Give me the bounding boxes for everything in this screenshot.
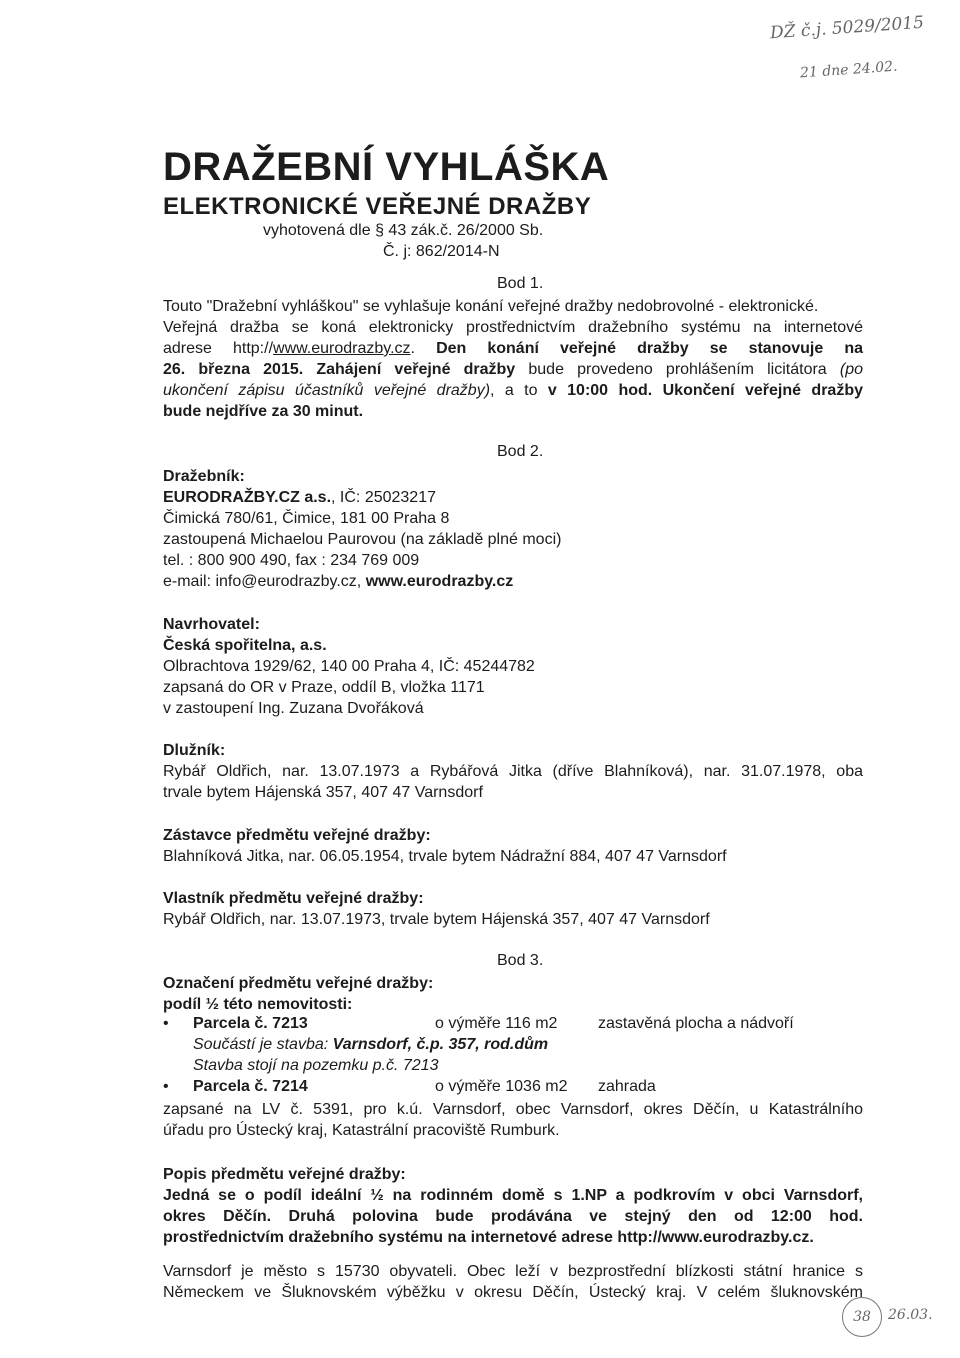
debtor-line: trvale bytem Hájenská 357, 407 47 Varnsdorf bbox=[163, 784, 483, 801]
auctioneer-ic: , IČ: 25023217 bbox=[331, 489, 436, 506]
proposer-registration: zapsaná do OR v Praze, oddíl B, vložka 1171 bbox=[163, 679, 485, 696]
handwritten-reference: DŽ č.j. 5029/2015 bbox=[769, 12, 925, 44]
registry-line: zapsané na LV č. 5391, pro k.ú. Varnsdorf, obec Varnsdorf, okres Děčín, u Katastrálního bbox=[163, 1101, 863, 1118]
parcel-note: Stavba stojí na pozemku p.č. 7213 bbox=[193, 1057, 439, 1074]
section-heading-bod1: Bod 1. bbox=[497, 275, 544, 292]
description-line: Jedná se o podíl ideální ½ na rodinném domě s 1.NP a podkrovím v obci Varnsdorf, bbox=[163, 1187, 863, 1204]
legal-basis: vyhotovená dle § 43 zák.č. 26/2000 Sb. bbox=[263, 222, 544, 239]
bod1-line: Touto "Dražební vyhláškou" se vyhlašuje konání veřejné dražby nedobrovolné - elektronické. bbox=[163, 298, 819, 315]
bod1-text: (po bbox=[839, 361, 864, 378]
description-label: Popis předmětu veřejné dražby: bbox=[163, 1166, 406, 1183]
share-label: podíl ½ této nemovitosti: bbox=[163, 996, 353, 1013]
parcel-building: Varnsdorf, č.p. 357, rod.dům bbox=[332, 1036, 549, 1053]
parcel-area: o výměře 1036 m2 bbox=[435, 1078, 568, 1095]
section-heading-bod2: Bod 2. bbox=[497, 443, 544, 460]
parcel-item bbox=[163, 1078, 169, 1096]
description-line: okres Děčín. Druhá polovina bude prodávána ve stejný den od 12:00 hod. bbox=[163, 1208, 863, 1225]
pledger-label: Zástavce předmětu veřejné dražby: bbox=[163, 827, 431, 844]
bod1-line bbox=[163, 380, 863, 401]
proposer-address: Olbrachtova 1929/62, 140 00 Praha 4, IČ: 45244782 bbox=[163, 658, 535, 675]
bod1-text: . bbox=[410, 340, 437, 357]
parcel-name: Parcela č. 7213 bbox=[193, 1015, 308, 1032]
parcel-item bbox=[163, 1015, 169, 1033]
document-subtitle: ELEKTRONICKÉ VEŘEJNÉ DRAŽBY bbox=[163, 193, 592, 220]
parcel-note-text: Součástí je stavba: bbox=[193, 1036, 333, 1053]
description-line: prostřednictvím dražebního systému na internetové adrese http://www.eurodrazby.cz. bbox=[163, 1229, 814, 1246]
bod1-text: adrese http:// bbox=[163, 340, 274, 357]
auctioneer-address: Čimická 780/61, Čimice, 181 00 Praha 8 bbox=[163, 510, 450, 527]
bullet-icon: • bbox=[163, 1015, 169, 1032]
parcel-type: zastavěná plocha a nádvoří bbox=[598, 1015, 794, 1032]
parcel-type: zahrada bbox=[598, 1078, 656, 1095]
auction-date-text: Den konání veřejné dražby se stanovuje na bbox=[436, 340, 864, 357]
auctioneer-name bbox=[163, 487, 863, 508]
auctioneer-company: EURODRAŽBY.CZ a.s. bbox=[163, 489, 332, 506]
auctioneer-contact bbox=[163, 571, 863, 592]
page-number-stamp: 38 bbox=[842, 1297, 882, 1337]
case-reference: Č. j: 862/2014-N bbox=[383, 243, 500, 260]
auctioneer-representative: zastoupená Michaelou Paurovou (na základě plné moci) bbox=[163, 531, 562, 548]
document-title: DRAŽEBNÍ VYHLÁŠKA bbox=[163, 145, 610, 189]
owner-line: Rybář Oldřich, nar. 13.07.1973, trvale bytem Hájenská 357, 407 47 Varnsdorf bbox=[163, 911, 710, 928]
bod1-text: , a to bbox=[490, 382, 548, 399]
town-line: Varnsdorf je město s 15730 obyvateli. Obec leží v bezprostřední blízkosti státní hranice s bbox=[163, 1263, 863, 1280]
bullet-icon: • bbox=[163, 1078, 169, 1095]
proposer-representative: v zastoupení Ing. Zuzana Dvořáková bbox=[163, 700, 424, 717]
auctioneer-phone: tel. : 800 900 490, fax : 234 769 009 bbox=[163, 552, 420, 569]
debtor-label: Dlužník: bbox=[163, 742, 226, 759]
auction-start-text: 26. března 2015. Zahájení veřejné dražby bbox=[163, 361, 516, 378]
town-line: Německem ve Šluknovském výběžku v okresu Děčín, Ústecký kraj. V celém šluknovském bbox=[163, 1284, 863, 1301]
bod1-line: Veřejná dražba se koná elektronicky prostřednictvím dražebního systému na internetové bbox=[163, 319, 863, 336]
proposer-label: Navrhovatel: bbox=[163, 616, 260, 633]
parcel-area: o výměře 116 m2 bbox=[435, 1015, 558, 1032]
pledger-line: Blahníková Jitka, nar. 06.05.1954, trvale bytem Nádražní 884, 407 47 Varnsdorf bbox=[163, 848, 727, 865]
handwritten-stamp-date: 26.03. bbox=[888, 1307, 933, 1323]
auctioneer-website[interactable]: www.eurodrazby.cz bbox=[365, 573, 514, 590]
eurodrazby-link[interactable]: www.eurodrazby.cz bbox=[273, 340, 411, 357]
bod1-line bbox=[163, 359, 863, 380]
owner-label: Vlastník předmětu veřejné dražby: bbox=[163, 890, 424, 907]
bod1-line bbox=[163, 338, 863, 359]
auction-end-text: bude nejdříve za 30 minut. bbox=[163, 403, 364, 420]
parcel-name: Parcela č. 7214 bbox=[193, 1078, 308, 1095]
parcel-note bbox=[193, 1036, 548, 1054]
auctioneer-label: Dražebník: bbox=[163, 468, 245, 485]
registry-line: úřadu pro Ústecký kraj, Katastrální pracoviště Rumburk. bbox=[163, 1122, 560, 1139]
handwritten-date: 21 dne 24.02. bbox=[799, 58, 898, 82]
auctioneer-email: e-mail: info@eurodrazby.cz, bbox=[163, 573, 366, 590]
subject-label: Označení předmětu veřejné dražby: bbox=[163, 975, 434, 992]
proposer-name: Česká spořitelna, a.s. bbox=[163, 637, 327, 654]
debtor-line: Rybář Oldřich, nar. 13.07.1973 a Rybářová Jitka (dříve Blahníková), nar. 31.07.1978, oba bbox=[163, 763, 863, 780]
auction-time-text: v 10:00 hod. Ukončení veřejné dražby bbox=[547, 382, 863, 399]
bod1-text: ukončení zápisu účastníků veřejné dražby) bbox=[163, 382, 491, 399]
section-heading-bod3: Bod 3. bbox=[497, 952, 544, 969]
bod1-text: bude provedeno prohlášením licitátora bbox=[515, 361, 840, 378]
